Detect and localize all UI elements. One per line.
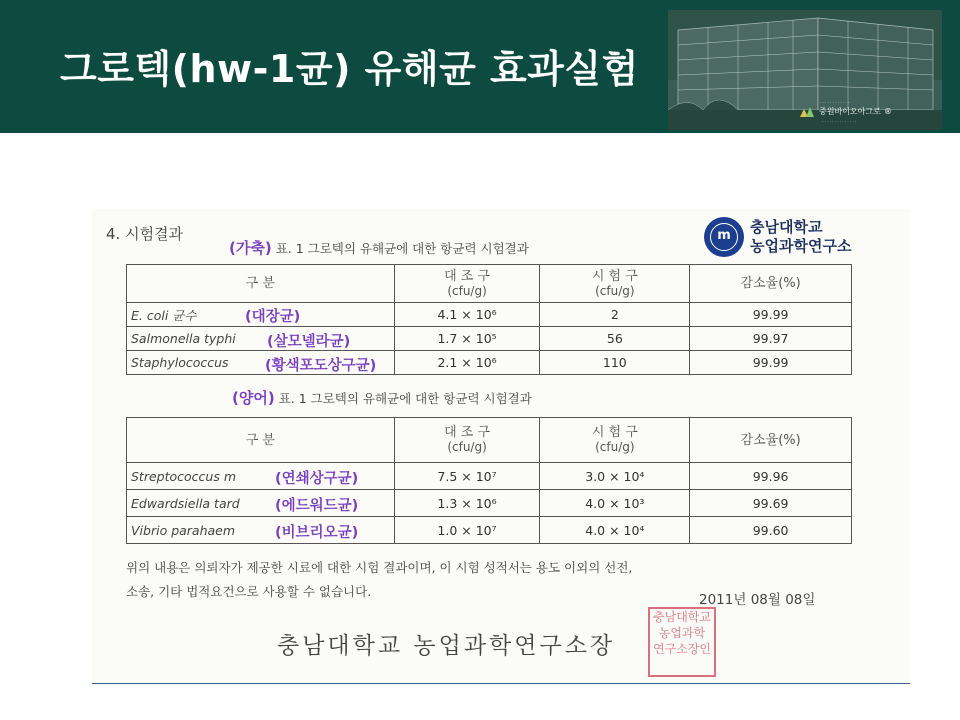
table2-aquaculture [126,417,852,544]
logo-mark-icon [800,107,816,117]
table-row [127,490,852,517]
logo-text: 중원바이오아그로 [819,107,881,116]
row-annotation: (연쇄상구균) [275,471,359,487]
section-title: 4. 시험결과 [106,225,184,243]
institution-line1: 충남대학교 [750,218,823,236]
table2-header-control: 대 조 구 (cfu/g) [394,418,540,463]
table-row [127,327,852,351]
row-reduction: 99.99 [690,303,852,327]
row-annotation: (비브리오균) [275,525,359,541]
row-test: 3.0 × 10⁴ [540,463,690,490]
row-name: Salmonella typhi (살모넬라균) [127,327,395,351]
row-control: 2.1 × 10⁶ [394,351,540,375]
table-row [127,463,852,490]
row-name: E. coli 균수 (대장균) [127,303,395,327]
row-control: 1.3 × 10⁶ [394,490,540,517]
table1-header-row [127,265,852,303]
table2-header-category: 구 분 [127,418,395,463]
row-test: 56 [540,327,690,351]
table1-header-control: 대 조 구 (cfu/g) [394,265,540,303]
institution-name [750,218,851,256]
slide-header [0,0,960,133]
institution-line2: 농업과학연구소 [750,237,852,255]
disclaimer-line1: 위의 내용은 의뢰자가 제공한 시료에 대한 시험 결과이며, 이 시험 성적서는 용도 이외의 선전, [126,560,633,575]
logo-subtext: · · · · · · · · · · · · · · [822,119,857,124]
issue-date: 2011년 08월 08일 [699,592,816,608]
table1-livestock [126,264,852,375]
row-control: 1.0 × 10⁷ [394,517,540,544]
row-annotation: (에드워드균) [275,498,359,514]
row-reduction: 99.97 [690,327,852,351]
disclaimer-line2: 소송, 기타 법적요건으로 사용할 수 없습니다. [126,584,372,599]
table1-tag: (가축) [229,239,272,257]
logo-url-text: · · · · · · · · · · · · [820,100,850,105]
table1-header-reduction: 감소율(%) [690,265,852,303]
slide-title: 그로텍(hw-1균) 유해균 효과실험 [60,47,639,91]
table2-tag: (양어) [232,389,275,407]
table-row [127,351,852,375]
row-reduction: 99.96 [690,463,852,490]
table1-caption: 표. 1 그로텍의 유해균에 대한 항균력 시험결과 [275,241,529,256]
row-name: Staphylococcus (황색포도상구균) [127,351,395,375]
logo-registered-mark: ® [883,107,892,116]
signature-line: 충남대학교 농업과학연구소장 [277,633,616,659]
institution-logo [704,217,851,257]
table2-header-test: 시 험 구 (cfu/g) [540,418,690,463]
table1-header-test: 시 험 구 (cfu/g) [540,265,690,303]
row-annotation: (살모넬라균) [267,334,351,350]
row-test: 4.0 × 10⁴ [540,517,690,544]
table-row [127,303,852,327]
row-reduction: 99.60 [690,517,852,544]
company-logo [800,106,892,117]
row-test: 2 [540,303,690,327]
table2-header-reduction: 감소율(%) [690,418,852,463]
university-seal-icon: m [704,217,744,257]
table2-caption-row [232,387,532,408]
row-test: 110 [540,351,690,375]
row-reduction: 99.69 [690,490,852,517]
row-control: 4.1 × 10⁶ [394,303,540,327]
row-name: Edwardsiella tard (에드워드균) [127,490,395,517]
row-annotation: (대장균) [245,309,301,325]
document-bottom-border [92,683,910,684]
table-row [127,517,852,544]
test-result-document [92,209,910,684]
row-control: 1.7 × 10⁵ [394,327,540,351]
row-annotation: (황색포도상구균) [265,358,377,374]
official-stamp: 충남대학교 농업과학 연구소장인 [648,607,716,677]
table2-caption: 표. 1 그로텍의 유해균에 대한 항균력 시험결과 [278,391,532,406]
table1-header-category: 구 분 [127,265,395,303]
row-reduction: 99.99 [690,351,852,375]
table1-caption-row [229,237,529,258]
row-control: 7.5 × 10⁷ [394,463,540,490]
row-test: 4.0 × 10³ [540,490,690,517]
row-name: Streptococcus m (연쇄상구균) [127,463,395,490]
row-name: Vibrio parahaem (비브리오균) [127,517,395,544]
table2-header-row [127,418,852,463]
